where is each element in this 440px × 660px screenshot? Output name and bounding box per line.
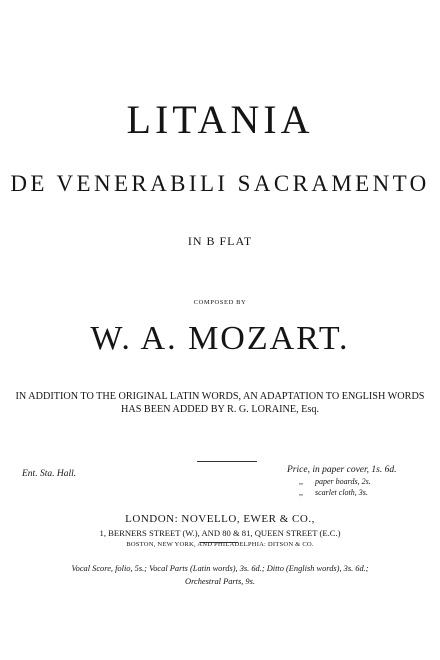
price-scarlet-cloth: scarlet cloth, 3s. (315, 488, 368, 497)
composer-name: W. A. MOZART. (90, 320, 350, 357)
ditto-mark: ,, (299, 488, 303, 497)
adaptation-note-line-1: IN ADDITION TO THE ORIGINAL LATIN WORDS, AN ADAPTATION TO ENGLISH WORDS (15, 391, 425, 402)
price-line-1: Price, in paper cover, 1s. 6d. (287, 465, 397, 475)
page-subtitle: DE VENERABILI SACRAMENTO (10, 171, 430, 196)
publisher-address: 1, BERNERS STREET (W.), AND 80 & 81, QUEEN STREET (E.C.) (99, 528, 341, 538)
composed-by-label: COMPOSED BY (193, 299, 247, 306)
edition-prices-line-2: Orchestral Parts, 9s. (185, 577, 255, 586)
entered-at-stationers-hall: Ent. Sta. Hall. (22, 469, 77, 479)
adaptation-note-line-2: HAS BEEN ADDED BY R. G. LORAINE, Esq. (121, 404, 319, 415)
ditto-mark: ,, (299, 477, 303, 486)
publisher-name: LONDON: NOVELLO, EWER & CO., (125, 513, 315, 525)
price-list (287, 465, 397, 498)
price-paper-boards: paper boards, 2s. (315, 477, 371, 486)
page-title: LITANIA (126, 97, 314, 142)
edition-prices-line-1: Vocal Score, folio, 5s.; Vocal Parts (Latin words), 3s. 6d.; Ditto (English words), 3s. 6d.; (71, 564, 369, 573)
divider-rule-small (200, 542, 238, 543)
publisher-agents: BOSTON, NEW YORK, AND PHILADELPHIA: DITSON & CO. (126, 541, 314, 548)
adaptation-note (0, 390, 440, 416)
divider-rule (197, 461, 257, 462)
musical-key: IN B FLAT (187, 234, 253, 248)
price-line-3 (287, 487, 397, 498)
price-line-2 (287, 476, 397, 487)
